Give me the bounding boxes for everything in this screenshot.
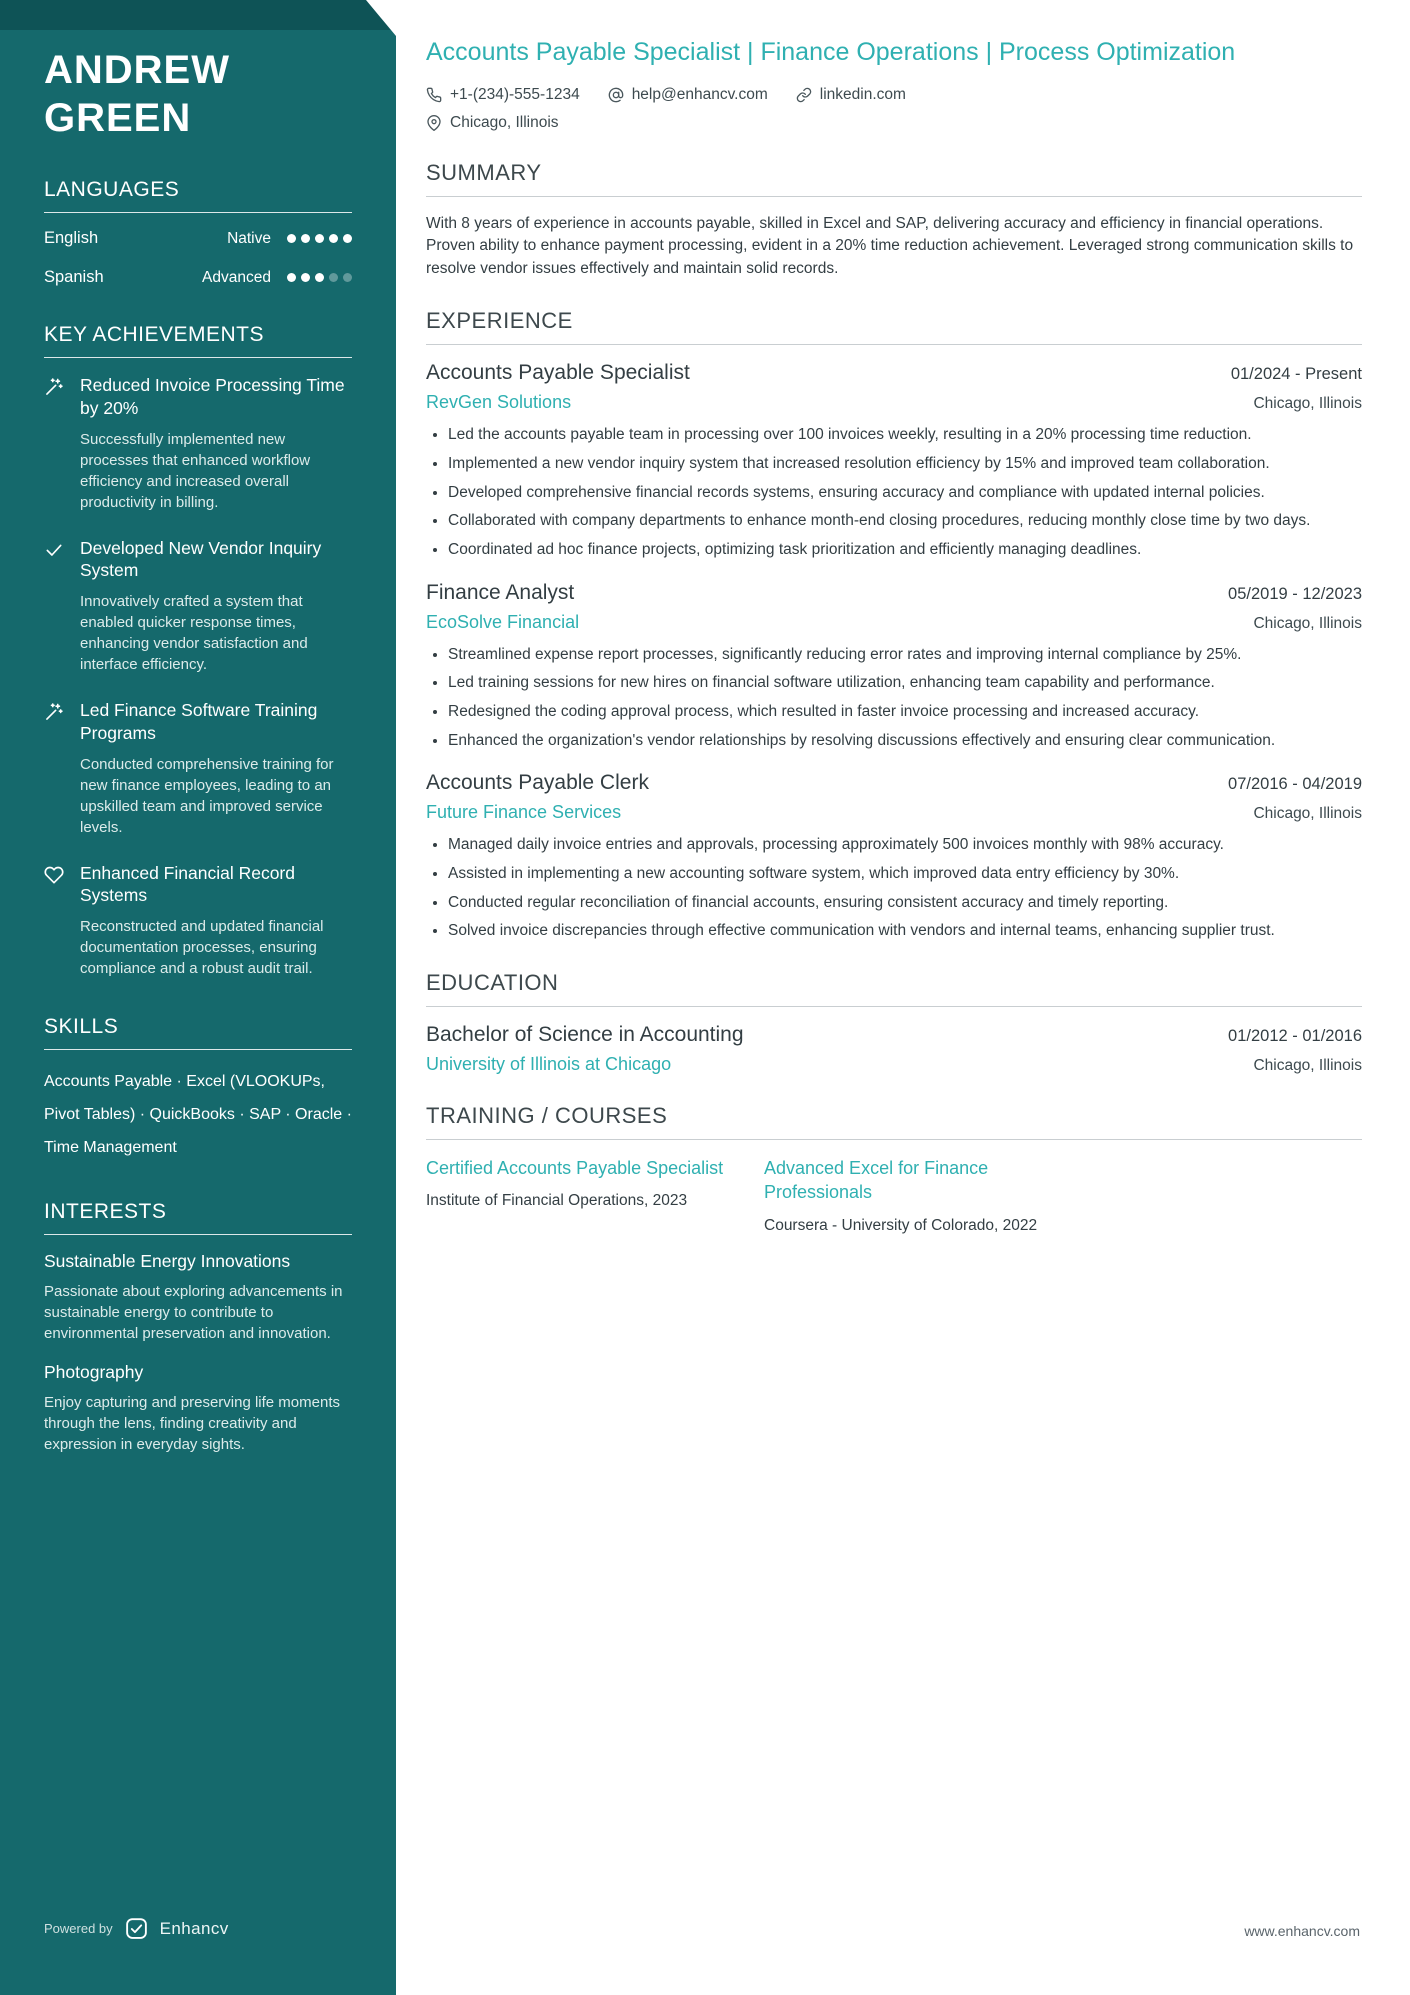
key-achievements-section bbox=[44, 323, 352, 979]
course-entry bbox=[764, 1156, 1102, 1235]
language-row bbox=[44, 229, 352, 248]
linkedin-link[interactable] bbox=[796, 86, 906, 104]
achievement-title: Enhanced Financial Record Systems bbox=[80, 862, 295, 906]
phone-icon bbox=[426, 87, 442, 103]
course-title: Advanced Excel for Finance Professionals bbox=[764, 1158, 989, 1203]
heart-icon bbox=[44, 865, 64, 885]
interest-description: Passionate about exploring advancements in sustainable energy to contribute to environmental preservation and innovation. bbox=[44, 1283, 343, 1343]
job-bullet: • Redesigned the coding approval process, which resulted in faster invoice processing and increased accuracy. bbox=[448, 701, 1362, 723]
achievement-description: Innovatively crafted a system that enabled quicker response times, enhancing vendor satisfaction and interface efficiency. bbox=[80, 593, 308, 673]
job-location: Chicago, Illinois bbox=[1253, 805, 1362, 823]
phone-text: +1-(234)-555-1234 bbox=[450, 85, 580, 103]
location bbox=[426, 114, 559, 132]
powered-by-label: Powered by bbox=[44, 1921, 113, 1936]
job-bullet: • Collaborated with company departments to enhance month-end closing procedures, reducing monthly close time by two days. bbox=[448, 510, 1362, 532]
education-section bbox=[426, 970, 1362, 1075]
section-divider bbox=[426, 1006, 1362, 1007]
job-bullet: • Implemented a new vendor inquiry system that increased resolution efficiency by 15% and improved team collaboration. bbox=[448, 453, 1362, 475]
sidebar bbox=[0, 0, 396, 1995]
magic-wand-icon bbox=[44, 702, 64, 722]
link-icon bbox=[796, 87, 812, 103]
course-provider: Institute of Financial Operations, 2023 bbox=[426, 1192, 688, 1210]
education-heading: EDUCATION bbox=[426, 970, 559, 996]
interest-title: Sustainable Energy Innovations bbox=[44, 1251, 291, 1272]
achievement-description: Conducted comprehensive training for new finance employees, leading to an upskilled team and improved service levels. bbox=[80, 755, 334, 836]
job-title: Accounts Payable Clerk bbox=[426, 771, 649, 795]
job-bullet: • Solved invoice discrepancies through effective communication with vendors and internal teams, enhancing supplier trust. bbox=[448, 920, 1362, 942]
enhancv-logo-icon bbox=[124, 1916, 149, 1941]
enhancv-website-url[interactable]: www.enhancv.com bbox=[1244, 1923, 1360, 1939]
language-name: Spanish bbox=[44, 268, 104, 286]
experience-entry bbox=[426, 771, 1362, 942]
interest-description: Enjoy capturing and preserving life moments through the lens, finding creativity and expression in everyday sights. bbox=[44, 1394, 340, 1454]
interests-heading: INTERESTS bbox=[44, 1200, 352, 1235]
job-bullet: • Managed daily invoice entries and approvals, processing approximately 500 invoices monthly with 98% accuracy. bbox=[448, 834, 1362, 856]
section-divider bbox=[426, 344, 1362, 345]
sidebar-top-strip bbox=[0, 0, 396, 30]
job-bullets bbox=[426, 424, 1362, 560]
job-bullet: • Conducted regular reconciliation of financial accounts, ensuring consistent accuracy and timely reporting. bbox=[448, 892, 1362, 914]
languages-section bbox=[44, 178, 352, 287]
job-location: Chicago, Illinois bbox=[1253, 614, 1362, 632]
powered-by-enhancv[interactable] bbox=[44, 1916, 229, 1941]
magic-wand-icon bbox=[44, 377, 64, 397]
email-text: help@enhancv.com bbox=[631, 85, 768, 103]
experience-entry bbox=[426, 361, 1362, 560]
language-proficiency-dots bbox=[287, 273, 352, 282]
experience-section bbox=[426, 308, 1362, 942]
achievement-description: Reconstructed and updated financial documentation processes, ensuring compliance and a robust audit trail. bbox=[80, 918, 324, 977]
summary-text: With 8 years of experience in accounts payable, skilled in Excel and SAP, delivering accuracy and efficiency in financial operations. Proven ability to enhance payment processing, evident in a 20% time reduction achievement. Leveraged strong communication skills to resolve vendor issues effectively and maintain solid records. bbox=[426, 214, 1354, 277]
section-divider bbox=[426, 1139, 1362, 1140]
contact-row bbox=[426, 114, 1362, 132]
summary-heading: SUMMARY bbox=[426, 159, 542, 185]
course-entry bbox=[426, 1156, 764, 1235]
job-bullet: • Led the accounts payable team in processing over 100 invoices weekly, resulting in a 20% processing time reduction. bbox=[448, 424, 1362, 446]
job-bullet: • Enhanced the organization's vendor relationships by resolving discussions effectively and ensuring clear communication. bbox=[448, 730, 1362, 752]
job-bullet: • Led training sessions for new hires on financial software utilization, enhancing team capability and performance. bbox=[448, 672, 1362, 694]
location-text: Chicago, Illinois bbox=[450, 113, 559, 131]
map-pin-icon bbox=[426, 115, 442, 131]
language-name: English bbox=[44, 229, 99, 247]
contact-info bbox=[426, 86, 1362, 132]
summary-section bbox=[426, 160, 1362, 280]
course-provider: Coursera - University of Colorado, 2022 bbox=[764, 1216, 1038, 1234]
phone-number[interactable] bbox=[426, 86, 580, 104]
job-title: Accounts Payable Specialist bbox=[426, 361, 690, 385]
resume-headline: Accounts Payable Specialist | Finance Operations | Process Optimization bbox=[426, 38, 1236, 66]
language-level: Advanced bbox=[202, 268, 271, 286]
degree-title: Bachelor of Science in Accounting bbox=[426, 1023, 744, 1047]
key-achievements-heading: KEY ACHIEVEMENTS bbox=[44, 323, 352, 358]
main-content bbox=[396, 0, 1410, 1995]
job-bullet: • Assisted in implementing a new accounting software system, which improved data entry efficiency by 30%. bbox=[448, 863, 1362, 885]
experience-entry bbox=[426, 581, 1362, 752]
school-location: Chicago, Illinois bbox=[1253, 1057, 1362, 1075]
interest-title: Photography bbox=[44, 1362, 144, 1383]
enhancv-brand-name: Enhancv bbox=[159, 1918, 229, 1938]
education-dates: 01/2012 - 01/2016 bbox=[1228, 1027, 1362, 1046]
company-name: RevGen Solutions bbox=[426, 392, 572, 413]
checkmark-icon bbox=[44, 540, 64, 560]
candidate-name: ANDREW GREEN bbox=[44, 48, 230, 140]
school-name: University of Illinois at Chicago bbox=[426, 1054, 672, 1075]
company-name: Future Finance Services bbox=[426, 802, 622, 823]
achievement-title: Developed New Vendor Inquiry System bbox=[80, 537, 322, 581]
languages-heading: LANGUAGES bbox=[44, 178, 352, 213]
skills-section bbox=[44, 1015, 352, 1164]
linkedin-text: linkedin.com bbox=[819, 85, 906, 103]
achievement-item bbox=[44, 537, 352, 676]
at-sign-icon bbox=[608, 87, 624, 103]
achievement-item bbox=[44, 862, 352, 980]
job-dates: 05/2019 - 12/2023 bbox=[1228, 584, 1362, 603]
interests-section bbox=[44, 1200, 352, 1455]
skills-heading: SKILLS bbox=[44, 1015, 352, 1050]
language-proficiency-dots bbox=[287, 234, 352, 243]
achievement-item bbox=[44, 699, 352, 838]
skills-list: Accounts Payable · Excel (VLOOKUPs, Pivot Tables) · QuickBooks · SAP · Oracle · Time Management bbox=[44, 1073, 352, 1156]
job-dates: 07/2016 - 04/2019 bbox=[1228, 775, 1362, 794]
job-bullets bbox=[426, 834, 1362, 942]
achievement-description: Successfully implemented new processes that enhanced workflow efficiency and increased overall productivity in billing. bbox=[80, 430, 311, 511]
job-bullet: • Developed comprehensive financial records systems, ensuring accuracy and compliance with updated internal policies. bbox=[448, 482, 1362, 504]
job-bullets bbox=[426, 644, 1362, 752]
achievement-title: Led Finance Software Training Programs bbox=[80, 700, 318, 743]
section-divider bbox=[426, 196, 1362, 197]
training-heading: TRAINING / COURSES bbox=[426, 1103, 668, 1129]
job-location: Chicago, Illinois bbox=[1253, 395, 1362, 413]
job-dates: 01/2024 - Present bbox=[1230, 365, 1362, 384]
email-link[interactable] bbox=[608, 86, 768, 104]
course-title: Certified Accounts Payable Specialist bbox=[426, 1158, 724, 1179]
achievement-item bbox=[44, 374, 352, 513]
achievement-title: Reduced Invoice Processing Time by 20% bbox=[80, 375, 345, 418]
training-section bbox=[426, 1103, 1362, 1235]
language-level: Native bbox=[227, 229, 271, 247]
experience-heading: EXPERIENCE bbox=[426, 308, 573, 334]
contact-row bbox=[426, 86, 1362, 104]
company-name: EcoSolve Financial bbox=[426, 611, 580, 632]
language-row bbox=[44, 268, 352, 287]
job-title: Finance Analyst bbox=[426, 580, 575, 604]
job-bullet: • Coordinated ad hoc finance projects, optimizing task prioritization and efficiently managing deadlines. bbox=[448, 539, 1362, 561]
job-bullet: • Streamlined expense report processes, significantly reducing error rates and improving internal compliance by 25%. bbox=[448, 644, 1362, 666]
